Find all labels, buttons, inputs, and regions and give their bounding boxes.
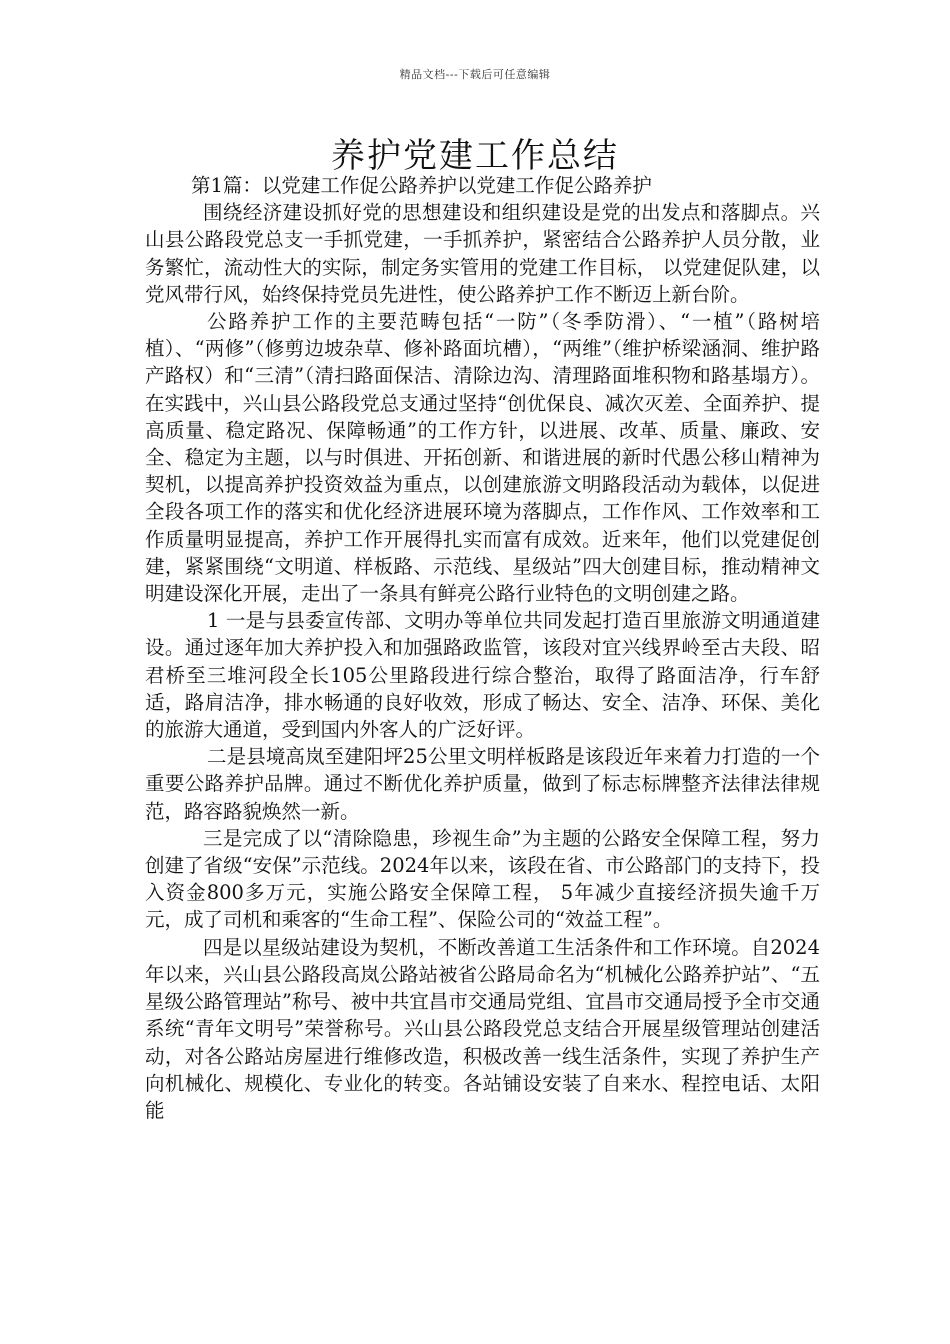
paragraph-item-2: 二是县境高岚至建阳坪25公里文明样板路是该段近年来着力打造的一个重要公路养护品牌。通过不断优化养护质量，做到了标志标牌整齐法律法律规范，路容路貌焕然一新。	[145, 745, 820, 823]
paragraph-item-4: 四是以星级站建设为契机，不断改善道工生活条件和工作环境。自2024年以来，兴山县公路段高岚公路站被省公路局命名为“机械化公路养护站”、“五星级公路管理站”称号、被中共宜昌市交通局党组、宜昌市交通局授予全市交通系统“青年文明号”荣誉称号。兴山县公路段党总支结合开展星级管理站创建活动，对各公路站房屋进行维修改造，积极改善一线生活条件，实现了养护生产向机械化、规模化、专业化的转变。各站铺设安装了自来水、程控电话、太阳能	[145, 935, 820, 1122]
chapter-heading: 第1篇：以党建工作促公路养护以党建工作促公路养护	[191, 174, 652, 197]
paragraph-intro: 围绕经济建设抓好党的思想建设和组织建设是党的出发点和落脚点。兴山县公路段党总支一手抓党建，一手抓养护，紧密结合公路养护人员分散，业务繁忙，流动性大的实际，制定务实管用的党建工作目标， 以党建促队建，以党风带行风，始终保持党员先进性，使公路养护工作不断迈上新台阶。	[145, 201, 820, 306]
paragraph-item-3: 三是完成了以“清除隐患，珍视生命”为主题的公路安全保障工程，努力创建了省级“安保”示范线。2024年以来，该段在省、市公路部门的支持下，投入资金800多万元，实施公路安全保障工程， 5年减少直接经济损失逾千万元，成了司机和乘客的“生命工程”、保险公司的“效益工程”。	[145, 826, 820, 932]
page-title: 养护党建工作总结	[331, 136, 619, 176]
document-body	[145, 172, 820, 1124]
paragraph-scope: 公路养护工作的主要范畴包括“一防”（冬季防滑）、“一植”（路树培植）、“两修”（修剪边坡杂草、修补路面坑槽），“两维”（维护桥梁涵洞、维护路产路权）和“三清”（清扫路面保洁、清除边沟、清理路面堆积物和路基塌方）。在实践中，兴山县公路段党总支通过坚持“创优保良、减次灭差、全面养护、提高质量、稳定路况、保障畅通”的工作方针，以进展、改革、质量、廉政、安全、稳定为主题，以与时俱进、开拓创新、和谐进展的新时代愚公移山精神为契机，以提高养护投资效益为重点，以创建旅游文明路段活动为载体，以促进全段各项工作的落实和优化经济进展环境为落脚点，工作作风、工作效率和工作质量明显提高，养护工作开展得扎实而富有成效。近来年，他们以党建促创建，紧紧围绕“文明道、样板路、示范线、星级站”四大创建目标，推动精神文明建设深化开展，走出了一条具有鲜亮公路行业特色的文明创建之路。	[145, 310, 820, 606]
paragraph-item-1: 1 一是与县委宣传部、文明办等单位共同发起打造百里旅游文明通道建设。通过逐年加大养护投入和加强路政监管，该段对宜兴线界岭至古夫段、昭君桥至三堆河段全长105公里路段进行综合整治，取得了路面洁净，行车舒适，路肩洁净，排水畅通的良好收效，形成了畅达、安全、洁净、环保、美化的旅游大通道，受到国内外客人的广泛好评。	[145, 609, 820, 742]
header-note: 精品文档---下载后可任意编辑	[399, 68, 551, 81]
